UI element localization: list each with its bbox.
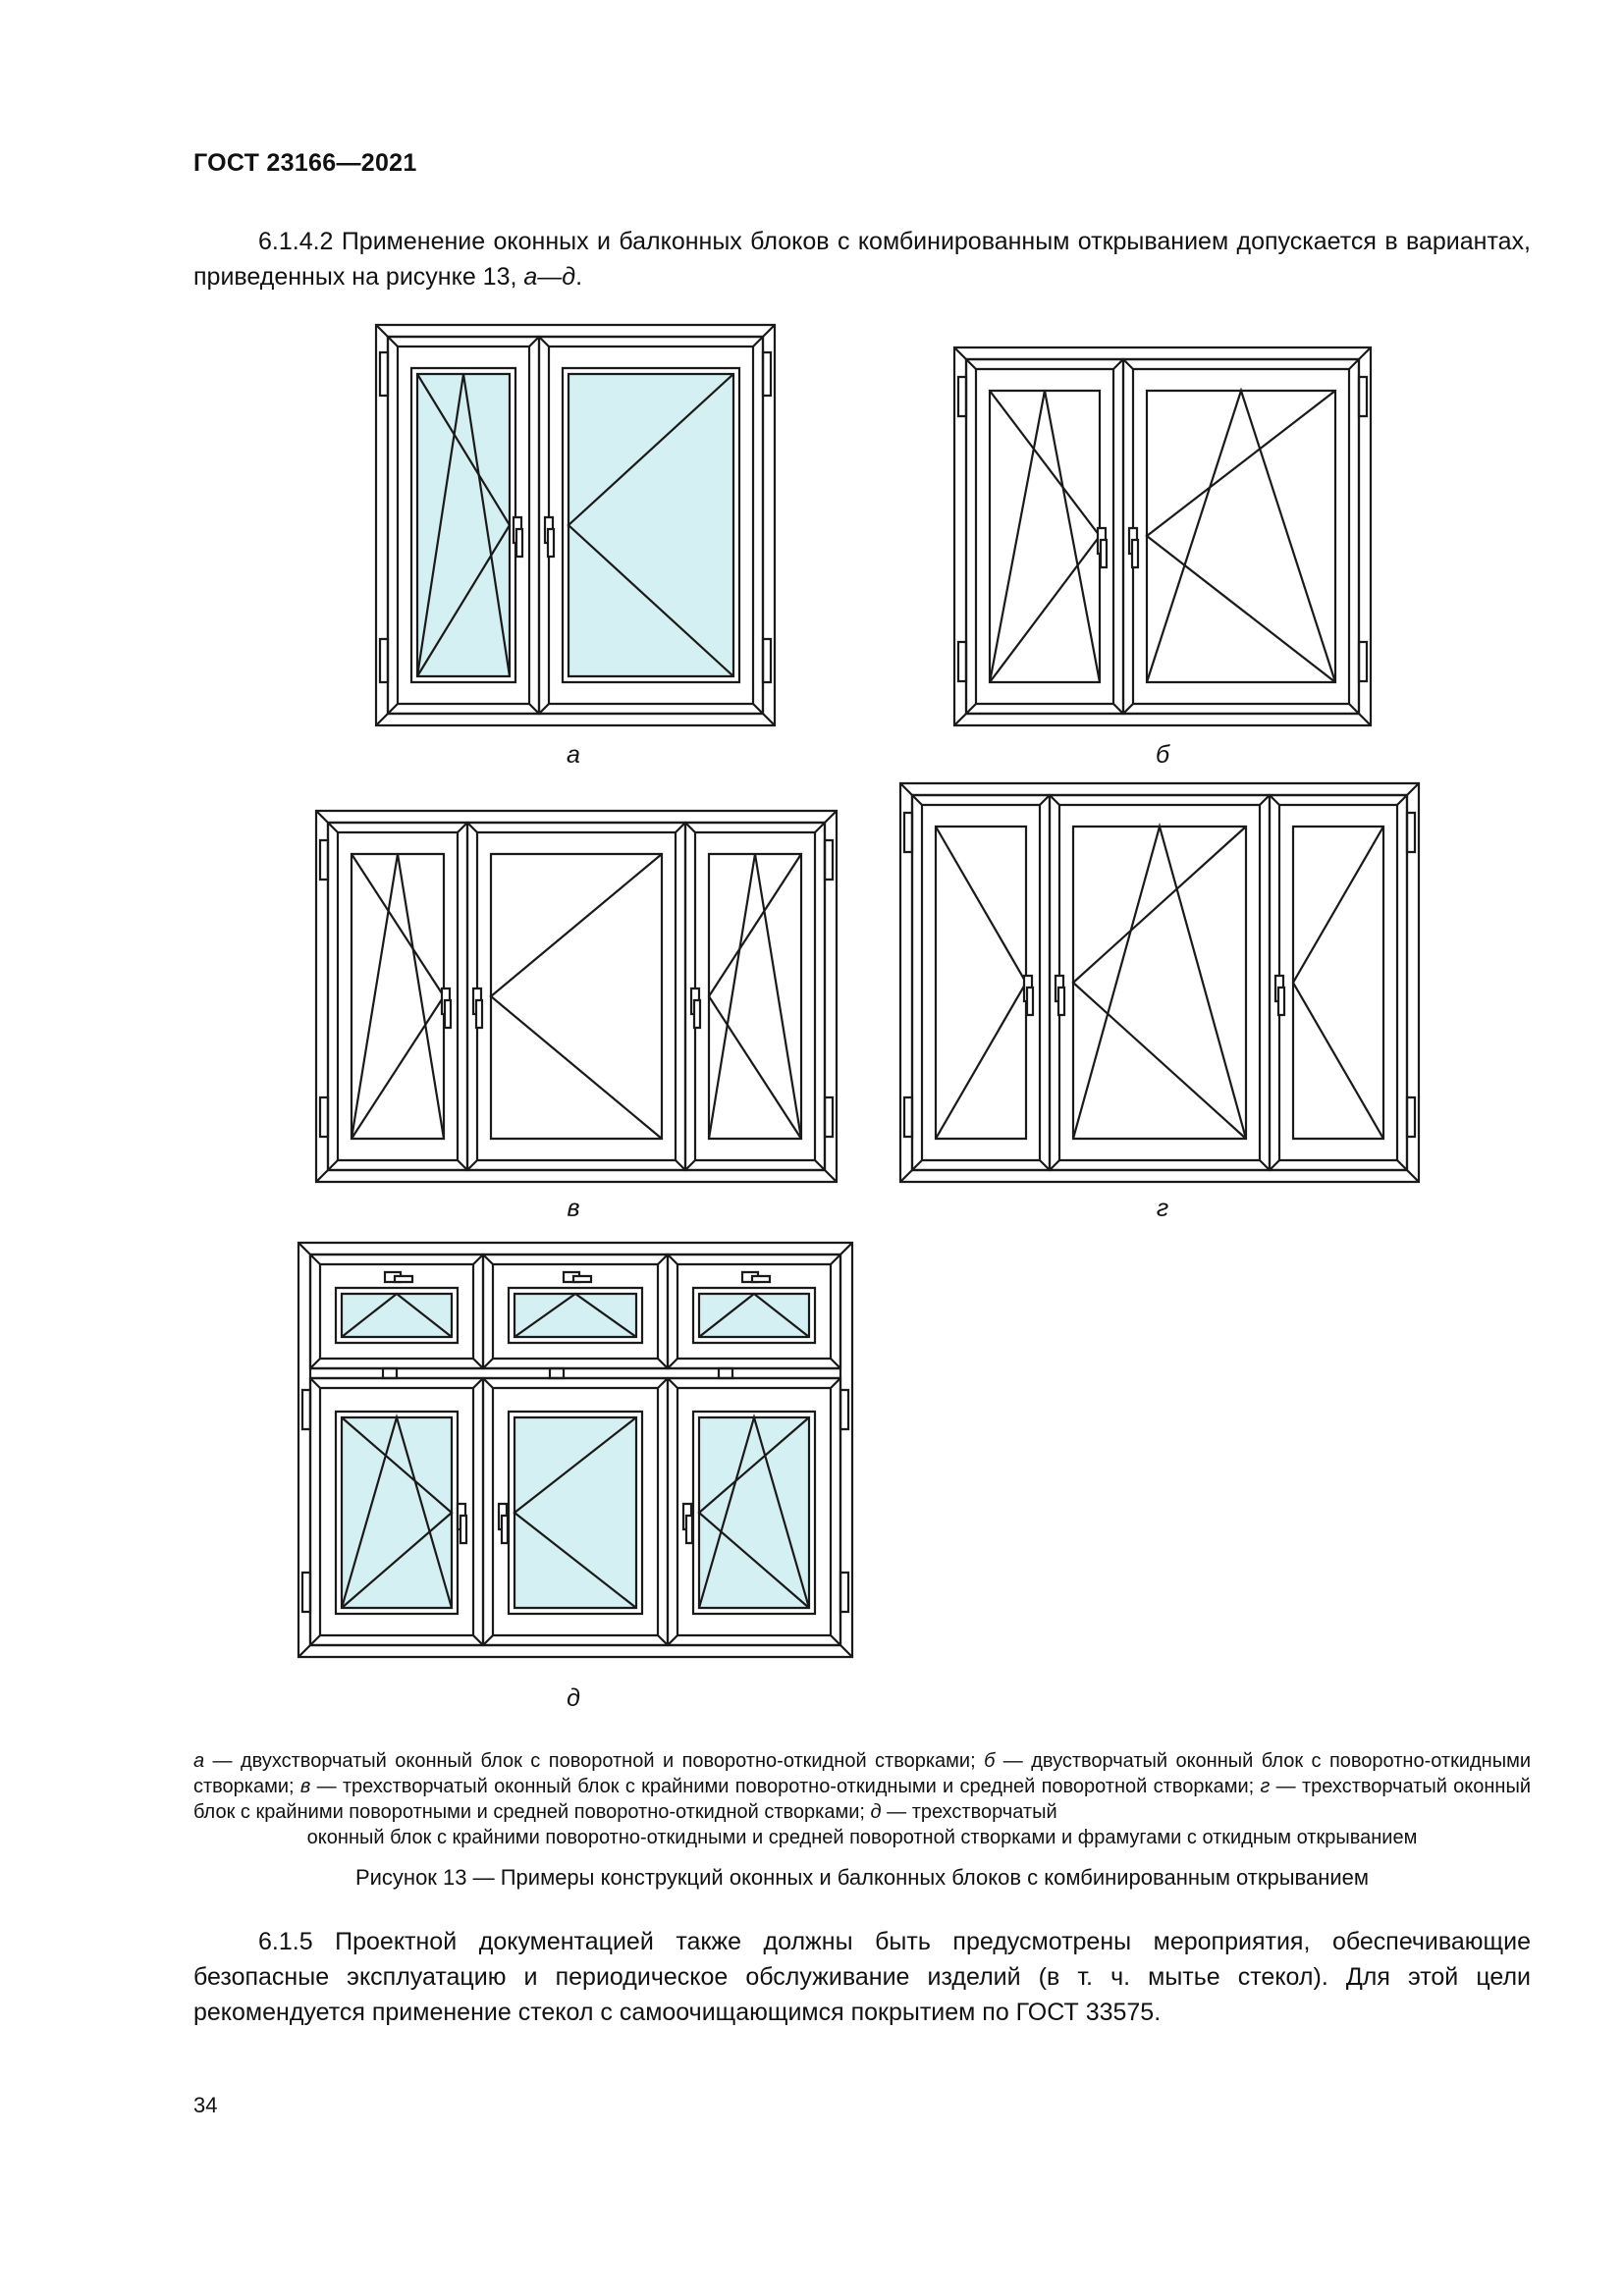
legend-text-a: — двухстворчатый оконный блок с поворотной и поворотно-откидной створками; [204,1750,985,1772]
legend-letter-g: г [1260,1776,1271,1797]
paragraph-6-1-5 [193,1924,1531,2030]
legend-letter-d: д [870,1801,882,1823]
figure-reference: а—д [523,263,576,291]
figure-label-a: а [567,741,580,769]
legend-text-v: — трехстворчатый оконный блок с крайними поворотно-откидными и средней поворотной створками; [310,1776,1261,1797]
legend-text-d-1: — трехстворчатый [881,1801,1057,1823]
legend-letter-a: а [193,1750,205,1772]
window-drawing-b [954,347,1371,725]
legend-text-g: — трехстворчатый оконный блок с крайними поворотными и средней поворотно-откидной створками; [193,1776,1532,1823]
paragraph-text: 6.1.4.2 Применение оконных и балконных блоков с комбинированным открыванием допускается в вариантах, приведенных на рисунке 13, [193,228,1531,291]
legend-text-d-2: оконный блок с крайними поворотно-откидными и средней поворотной створками и фрамугами с откидным открыванием [306,1827,1418,1848]
legend-text-b: — двустворчатый оконный блок с поворотно-откидными створками; [193,1750,1532,1797]
window-drawing-a [376,325,775,725]
figure-title: Рисунок 13 — Примеры конструкций оконных и балконных блоков с комбинированным открыванием [354,1865,1370,1890]
paragraph-end: . [575,263,583,291]
paragraph-text: 6.1.5 Проектной документацией также должны быть предусмотрены мероприятия, обеспечивающие безопасные эксплуатацию и периодическое обслуживание изделий (в т. ч. мытье стекол). Для этой цели рекомендуется применение стекол с самоочищающимся покрытием по ГОСТ 33575. [193,1928,1531,2026]
figure-label-g: г [1156,1195,1169,1222]
legend-letter-v: в [299,1776,311,1797]
window-drawing-d [298,1243,852,1657]
figure-label-v: в [567,1195,580,1222]
document-header: ГОСТ 23166—2021 [193,149,417,177]
figure-label-d: д [567,1684,580,1712]
page-number: 34 [193,2093,218,2117]
window-drawing-v [316,811,837,1182]
figure-label-b: б [1155,741,1170,769]
legend-letter-b: б [984,1750,996,1772]
figure-legend [193,1748,1531,1850]
window-drawing-g [900,783,1419,1182]
paragraph-6-1-4-2 [193,224,1531,294]
